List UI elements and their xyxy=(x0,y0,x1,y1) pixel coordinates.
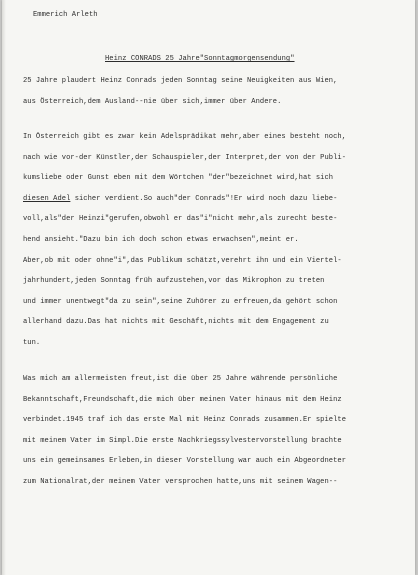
underlined-phrase: diesen Adel xyxy=(23,194,71,203)
text-line: zum Nationalrat,der meinem Vater versprochen hatte,uns mit seinem Wagen-- xyxy=(23,477,338,486)
text-line: Aber,ob mit oder ohne"i",das Publikum schätzt,verehrt ihn und ein Viertel- xyxy=(23,256,342,265)
text-line: voll,als"der Heinzi"gerufen,obwohl er das"i"nicht mehr,als zurecht beste- xyxy=(23,215,338,224)
text-line: mit meinem Vater im Simpl.Die erste Nachkriegssylvestervorstellung brachte xyxy=(23,436,342,445)
text-line: 25 Jahre plaudert Heinz Conrads jeden Sonntag seine Neuigkeiten aus Wien, xyxy=(23,77,338,85)
author-name: Emmerich Arleth xyxy=(33,11,98,19)
text-line: Was mich am allermeisten freut,ist die über 25 Jahre währende persönliche xyxy=(23,375,338,383)
paragraph-2 xyxy=(23,133,346,360)
text-line: kumsliebe oder Gunst eben mit dem Wörtchen "der"bezeichnet wird,hat sich xyxy=(23,174,334,183)
text-line: verbindet.1945 traf ich das erste Mal mit Heinz Conrads zusammen.Er spielte xyxy=(23,416,347,425)
text-line-rest: sicher verdient.So auch"der Conrads"!Er wird noch dazu liebe- xyxy=(70,194,338,203)
text-line: tun. xyxy=(23,338,41,347)
text-line: hend ansieht."Dazu bin ich doch schon etwas erwachsen",meint er. xyxy=(23,235,299,244)
text-line: Bekanntschaft,Freundschaft,die mich über meinen Vater hinaus mit dem Heinz xyxy=(23,395,342,404)
paragraph-3 xyxy=(23,375,346,499)
text-line-underlined xyxy=(23,195,346,216)
paper-edge-shadow xyxy=(2,0,6,575)
document-title: Heinz CONRADS 25 Jahre"Sonntagmorgensendung" xyxy=(105,55,295,63)
text-line: jahrhundert,jeden Sonntag früh aufzustehen,vor das Mikrophon zu treten xyxy=(23,277,325,286)
text-line: In Österreich gibt es zwar kein Adelsprädikat mehr,aber eines besteht noch, xyxy=(23,133,347,141)
text-line: nach wie vor-der Künstler,der Schauspieler,der Interpret,der von der Publi- xyxy=(23,153,347,162)
text-line: aus Österreich,dem Ausland--nie über sich,immer über Andere. xyxy=(23,97,282,106)
text-line: uns ein gemeinsames Erleben,in dieser Vorstellung war auch ein Abgeordneter xyxy=(23,457,347,466)
text-line: und immer unentwegt"da zu sein",seine Zuhörer zu erfreuen,da gehört schon xyxy=(23,297,338,306)
text-line: allerhand dazu.Das hat nichts mit Geschäft,nichts mit dem Engagement zu xyxy=(23,318,329,327)
paragraph-1 xyxy=(23,77,337,118)
typed-document-page xyxy=(2,0,415,575)
